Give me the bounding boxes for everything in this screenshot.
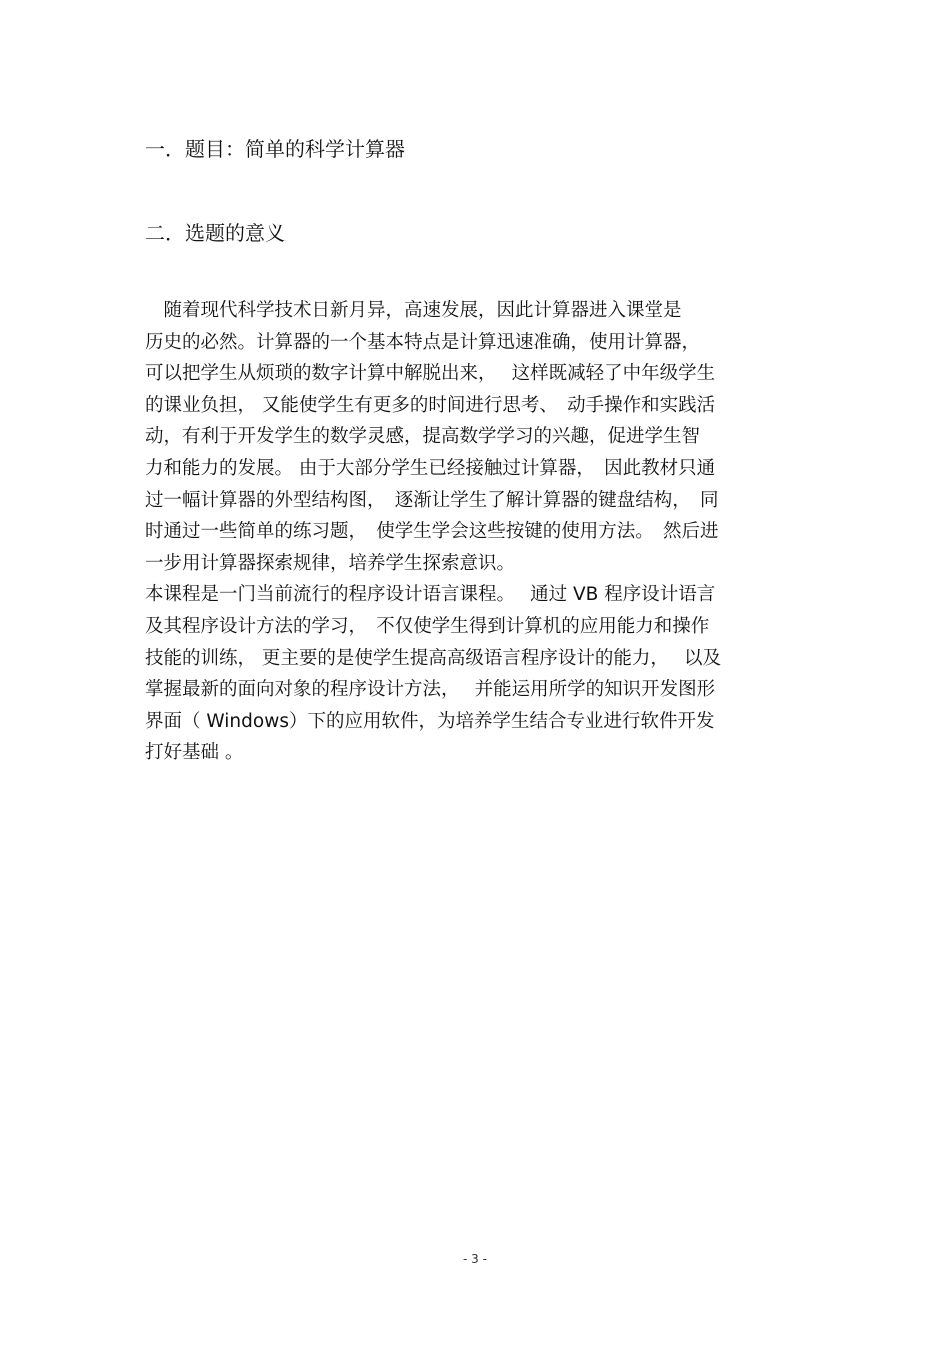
text-line: 力和能力的发展。 由于大部分学生已经接触过计算器， 因此教材只通 <box>145 457 716 479</box>
text-line: 随着现代科学技术日新月异，高速发展，因此计算器进入课堂是 <box>145 300 682 321</box>
text-line: 过一幅计算器的外型结构图， 逐渐让学生了解计算器的键盘结构， 同 <box>145 489 719 511</box>
text-line: 可以把学生从烦琐的数字计算中解脱出来， 这样既减轻了中年级学生 <box>145 363 716 385</box>
text-line: 时通过一些简单的练习题， 使学生学会这些按键的使用方法。 然后进 <box>145 521 719 543</box>
page-number: - 3 - <box>463 1252 487 1266</box>
text-line: 一步用计算器探索规律，培养学生探索意识。 <box>145 552 516 574</box>
text-line: 技能的训练， 更主要的是使学生提高高级语言程序设计的能力， 以及 <box>145 647 722 669</box>
text-line: 掌握最新的面向对象的程序设计方法， 并能运用所学的知识开发图形 <box>145 679 716 701</box>
text-line: 界面（ Windows）下的应用软件，为培养学生结合专业进行软件开发 <box>145 710 715 732</box>
section-heading-2: 二．选题的意义 <box>145 221 285 245</box>
section-heading-1: 一．题目：简单的科学计算器 <box>145 137 405 161</box>
text-line: 的课业负担， 又能使学生有更多的时间进行思考、 动手操作和实践活 <box>145 394 716 416</box>
text-line: 打好基础 。 <box>145 742 244 764</box>
text-line: 本课程是一门当前流行的程序设计语言课程。 通过 VB 程序设计语言 <box>145 584 716 606</box>
text-line: 动，有利于开发学生的数学灵感，提高数学学习的兴趣，促进学生智 <box>145 426 701 448</box>
text-line: 历史的必然。计算器的一个基本特点是计算迅速准确，使用计算器， <box>145 331 701 353</box>
body-paragraph <box>145 295 825 769</box>
text-line: 及其程序设计方法的学习， 不仅使学生得到计算机的应用能力和操作 <box>145 615 710 637</box>
